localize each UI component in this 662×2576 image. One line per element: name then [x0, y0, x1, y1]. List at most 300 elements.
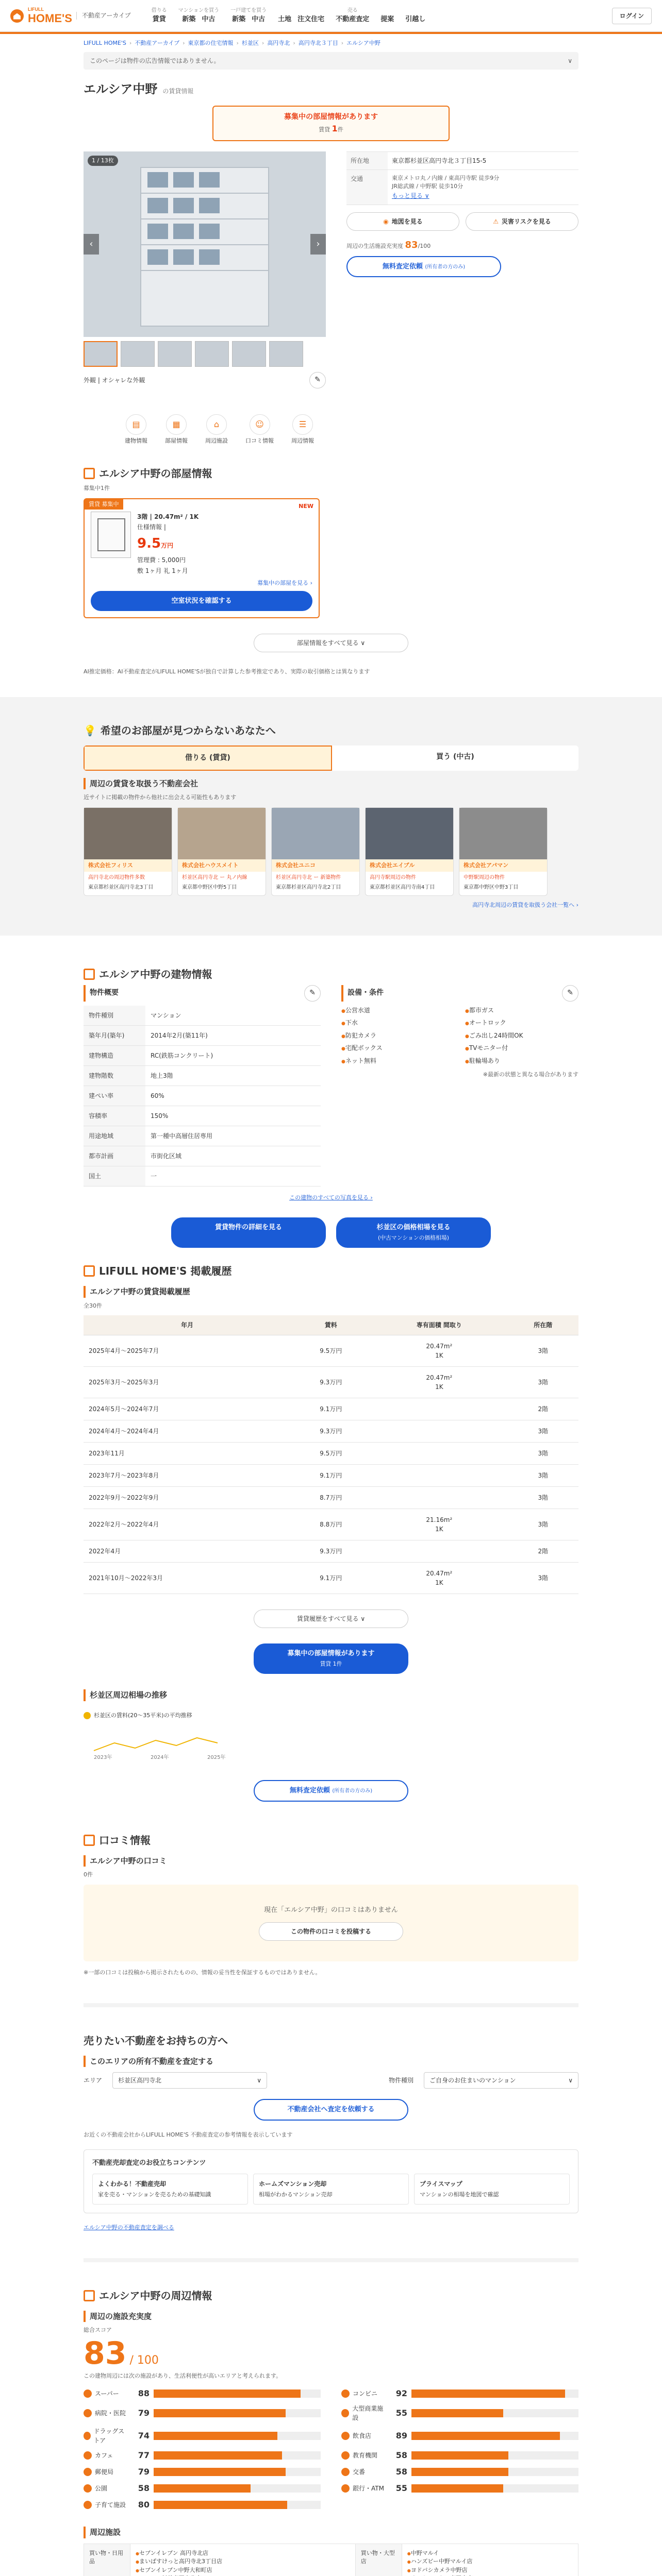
history-cell: 2024年4月〜2024年4月 — [84, 1420, 291, 1443]
score-name: 教育機関 — [353, 2452, 378, 2460]
score-bar-row — [341, 2404, 578, 2422]
agents-more-link[interactable]: 高円寺北周辺の賃貸を取扱う会社一覧へ › — [472, 902, 578, 909]
logo-big-text: HOME'S — [28, 11, 72, 25]
score-bar-row — [341, 2449, 578, 2462]
score-bar-row — [84, 2449, 321, 2462]
warning-icon: ⚠ — [493, 217, 499, 225]
score-value: 80 — [138, 2500, 150, 2510]
nav-link[interactable]: 提案 — [380, 15, 394, 24]
rent-available-button[interactable]: 募集中の部屋情報があります 賃貸 1件 — [254, 1643, 408, 1674]
history-count: 全30件 — [84, 1302, 102, 1309]
traffic-more-link[interactable]: もっと見る ∨ — [392, 192, 429, 199]
room-layout: 3階 | 20.47m² / 1K — [137, 513, 199, 520]
legend-label: 杉並区の賃料(20〜35平米)の平均推移 — [94, 1711, 192, 1719]
history-cell: 9.3万円 — [291, 1420, 371, 1443]
history-cell: 9.5万円 — [291, 1335, 371, 1367]
tab-buy[interactable]: 買う (中古) — [436, 752, 474, 761]
breadcrumb-item[interactable]: 杉並区 — [241, 40, 259, 46]
agents-subtitle: 周辺の賃貸を取扱う不動産会社 — [84, 778, 578, 790]
sell-content-card[interactable] — [253, 2174, 409, 2205]
nav-group — [152, 7, 167, 25]
icon-nav-label: 周辺情報 — [291, 437, 314, 444]
facility-item: ● ごみ出し24時間OK — [465, 1031, 578, 1041]
thumbnail[interactable] — [195, 341, 229, 367]
breadcrumb-item[interactable]: 高円寺北３丁目 — [298, 40, 338, 46]
score-bar-row — [84, 2482, 321, 2495]
history-row — [84, 1443, 578, 1465]
outline-key: 建物階数 — [84, 1065, 145, 1086]
nav-group-caption: マンションを買う — [178, 8, 220, 14]
outline-key: 物件種別 — [84, 1006, 145, 1026]
score-fill — [154, 2409, 286, 2417]
room-price: 9.5万円 — [137, 536, 174, 552]
facility-score-line: 周辺の生活施設充実度 83/100 — [346, 239, 431, 250]
score-value: 92 — [395, 2388, 407, 2399]
history-row — [84, 1465, 578, 1487]
history-cell: 20.47m² 1K — [371, 1563, 507, 1594]
outline-key: 都市計画 — [84, 1146, 145, 1166]
tab-rent[interactable]: 借りる (賃貸) — [84, 745, 332, 771]
agent-card[interactable] — [84, 807, 172, 896]
breadcrumb-item[interactable]: LIFULL HOME'S — [84, 40, 126, 46]
outline-key: 容積率 — [84, 1106, 145, 1126]
score-value: 79 — [138, 2408, 150, 2418]
score-value: 79 — [138, 2467, 150, 2477]
outline-row — [84, 1006, 321, 1026]
score-value: 58 — [395, 2467, 407, 2477]
score-bar-row — [84, 2466, 321, 2478]
building-detail-link[interactable]: この建物のすべての写真を見る › — [289, 1194, 373, 1201]
free-assess-button[interactable]: 無料査定依頼 (所有者の方のみ) — [346, 256, 501, 278]
map-pin-icon: ◉ — [383, 217, 389, 225]
photo-count-badge: 1 / 13枚 — [88, 156, 118, 166]
agent-pr: 中野駅周辺の物件 — [464, 875, 505, 881]
history-cell: 3階 — [508, 1465, 578, 1487]
card-title: よくわかる！不動産売却 — [98, 2180, 167, 2188]
traffic-value: 東京メトロ丸ノ内線 / 東高円寺駅 徒歩9分 JR総武線 / 中野駅 徒歩10分 もっと見る ∨ — [388, 170, 578, 205]
facility-item: ● ネット無料 — [341, 1056, 455, 1066]
rooms-count: 募集中1件 — [84, 485, 110, 492]
review-subtitle: エルシア中野の口コミ — [84, 1855, 578, 1867]
history-cell — [371, 1443, 507, 1465]
card-desc: 家を売る・マンションを売るための基礎知識 — [98, 2191, 211, 2198]
thumbnail[interactable] — [232, 341, 266, 367]
find-title: 💡 希望のお部屋が見つからないあなたへ — [84, 723, 578, 738]
review-empty-box — [84, 1885, 578, 1962]
agents-desc: 近サイトに掲載の物件から他社に出会える可能性もあります — [84, 794, 237, 801]
room-status-tag: 賃貸 募集中 — [85, 499, 123, 510]
agent-nm: 株式会社エイブル — [366, 859, 453, 872]
card-desc: 相場がわかるマンション売却 — [259, 2191, 333, 2198]
history-cell: 9.3万円 — [291, 1367, 371, 1398]
score-label: 総合スコア — [84, 2327, 112, 2334]
history-cell: 8.7万円 — [291, 1487, 371, 1509]
facility-name: ● ヨドバシカメラ中野店 — [407, 2566, 573, 2575]
post-review-button[interactable]: この物件の口コミを投稿する — [259, 1922, 403, 1941]
agent-ad: 東京都杉並区高円寺北2丁目 — [276, 885, 341, 891]
history-cell: 2022年4月 — [84, 1540, 291, 1563]
nearby-facilities-table — [84, 2544, 578, 2576]
chevron-down-icon: ∨ — [568, 2077, 573, 2084]
chart-x-label: 2025年 — [207, 1755, 226, 1761]
building-info-title: エルシア中野の建物情報 — [84, 967, 578, 982]
history-cell: 9.3万円 — [291, 1540, 371, 1563]
icon-nav-label: 口コミ情報 — [245, 437, 274, 444]
prev-arrow-icon[interactable]: ‹ — [84, 234, 99, 255]
facility-type-icon — [84, 2468, 92, 2476]
icon-nav-item[interactable] — [125, 414, 147, 446]
nav-group — [380, 14, 394, 25]
location-value: 東京都杉並区高円寺北３丁目15-5 — [388, 151, 578, 170]
history-cell — [371, 1465, 507, 1487]
score-track — [154, 2501, 321, 2509]
photo-thumbnails — [84, 341, 326, 367]
score-bar-row — [84, 2404, 321, 2422]
sell-box-title: 不動産売却査定のお役立ちコンテンツ — [92, 2159, 206, 2167]
nav-link[interactable]: 不動産査定 — [336, 15, 370, 24]
review-note: ※一部の口コミは投稿から掲示されたものの、情報の妥当性を保証するものではありません。 — [84, 1969, 321, 1976]
breadcrumb-item[interactable]: 不動産アーカイブ — [135, 40, 180, 46]
sell-subtitle: このエリアの所有不動産を査定する — [84, 2056, 578, 2067]
outline-key: 用途地域 — [84, 1126, 145, 1146]
traffic-label: 交通 — [346, 170, 388, 205]
history-column-header: 所在階 — [508, 1315, 578, 1335]
agent-nm: 株式会社フィリス — [84, 859, 172, 872]
agent-photo — [272, 808, 359, 859]
facility-type-icon — [84, 2409, 92, 2417]
thumbnail[interactable] — [158, 341, 192, 367]
history-cell: 3階 — [508, 1563, 578, 1594]
history-column-header: 専有面積 間取り — [371, 1315, 507, 1335]
history-subtitle: エルシア中野の賃貸掲載履歴 — [84, 1286, 578, 1298]
history-cell: 21.16m² 1K — [371, 1509, 507, 1540]
agent-nm: 株式会社アパマン — [459, 859, 547, 872]
location-label: 所在地 — [346, 151, 388, 170]
sell-content-card[interactable] — [414, 2174, 570, 2205]
type-label: 物件種別 — [388, 2077, 413, 2084]
card-desc: マンションの相場を地図で確認 — [420, 2191, 499, 2198]
check-vacancy-button[interactable]: 空室状況を確認する — [91, 591, 312, 612]
score-track — [411, 2451, 578, 2460]
breadcrumb-item[interactable]: 東京都の住宅情報 — [188, 40, 234, 46]
assess-link[interactable]: エルシア中野の不動産査定を調べる — [84, 2224, 174, 2231]
history-cell: 2022年9月〜2022年9月 — [84, 1487, 291, 1509]
page-title: エルシア中野 — [84, 81, 158, 96]
history-cell: 3階 — [508, 1335, 578, 1367]
history-cell: 2023年7月〜2023年8月 — [84, 1465, 291, 1487]
thumbnail[interactable] — [269, 341, 303, 367]
chevron-down-icon: ∨ — [257, 2077, 262, 2084]
logo-icon — [10, 9, 24, 23]
outline-value: 地上3階 — [145, 1065, 321, 1086]
score-name: カフェ — [95, 2452, 113, 2460]
score-fill — [411, 2409, 503, 2417]
room-fee: 管理費 : 5,000円 — [137, 556, 186, 564]
legend-swatch — [84, 1712, 91, 1719]
score-fill — [411, 2451, 508, 2460]
score-value: 77 — [138, 2450, 150, 2461]
area-select[interactable]: 杉並区高円寺北 ∨ — [112, 2072, 267, 2089]
score-fill — [411, 2389, 565, 2398]
divider — [84, 2258, 578, 2262]
score-name: ドラッグストア — [93, 2428, 125, 2445]
sell-content-card[interactable] — [92, 2174, 248, 2205]
facility-type-icon — [84, 2389, 92, 2398]
nav-link[interactable]: 土地 — [278, 15, 292, 24]
agent-card[interactable] — [177, 807, 266, 896]
facility-type-icon — [341, 2389, 350, 2398]
type-select[interactable]: ご自身のお住まいのマンション ∨ — [424, 2072, 578, 2089]
icon-nav-label: 建物情報 — [125, 437, 147, 444]
total-score: 83 / 100 — [84, 2335, 159, 2371]
agent-ad: 東京都杉並区高円寺南4丁目 — [370, 885, 435, 891]
section-icon: ▦ — [166, 414, 187, 435]
breadcrumb — [84, 34, 578, 52]
room-card[interactable] — [84, 498, 320, 619]
history-cell: 20.47m² 1K — [371, 1367, 507, 1398]
icon-nav-item[interactable] — [291, 414, 314, 446]
score-name: 子育て施設 — [95, 2501, 126, 2509]
agent-card[interactable] — [365, 807, 454, 896]
score-bar-row — [84, 2499, 321, 2511]
sell-note: お近くの不動産会社からLIFULL HOME'S 不動産査定の参考情報を表示しています — [84, 2131, 293, 2138]
find-room-section — [0, 697, 662, 936]
history-cell: 2024年5月〜2024年7月 — [84, 1398, 291, 1420]
score-track — [154, 2409, 321, 2417]
history-cell: 2022年2月〜2022年4月 — [84, 1509, 291, 1540]
notice-bar — [84, 52, 578, 70]
score-name: 郵便局 — [95, 2468, 114, 2476]
history-cell: 3階 — [508, 1487, 578, 1509]
history-cell — [371, 1540, 507, 1563]
score-bar-row — [84, 2387, 321, 2400]
market-price-button[interactable]: 杉並区の価格相場を見る (中古マンションの価格相場) — [336, 1217, 491, 1248]
history-cell: 2025年3月〜2025年3月 — [84, 1367, 291, 1398]
history-cell: 3階 — [508, 1443, 578, 1465]
history-cell: 3階 — [508, 1509, 578, 1540]
review-count: 0件 — [84, 1871, 93, 1878]
facility-item: ● 都市ガス — [465, 1006, 578, 1015]
thumbnail[interactable] — [121, 341, 155, 367]
history-row — [84, 1367, 578, 1398]
breadcrumb-separator: › — [129, 40, 132, 46]
icon-nav-label: 周辺施設 — [205, 437, 228, 444]
breadcrumb-separator: › — [341, 40, 344, 46]
outline-row — [84, 1025, 321, 1045]
agent-ad: 東京都中野区中野5丁目 — [182, 885, 237, 891]
main-photo[interactable] — [84, 151, 326, 337]
score-name: コンビニ — [353, 2390, 378, 2398]
facility-item: ● 防犯カメラ — [341, 1031, 455, 1041]
edit-icon[interactable]: ✎ — [309, 372, 326, 388]
disaster-risk-button[interactable]: ⚠ 災害リスクを見る — [466, 212, 578, 231]
agent-pr: 高円寺北の周辺物件多数 — [88, 875, 145, 881]
next-arrow-icon[interactable]: › — [310, 234, 326, 255]
score-name: 公園 — [95, 2485, 108, 2493]
icon-nav-item[interactable] — [165, 414, 188, 446]
score-fill — [411, 2432, 560, 2440]
score-name: スーパー — [95, 2390, 119, 2398]
facility-name: ● まいばすけっと高円寺北3丁目店 — [136, 2557, 350, 2566]
area-subtitle: 周辺の施設充実度 — [84, 2311, 578, 2323]
score-desc: この建物周辺には次の施設があり、生活利便性が高いエリアと考えられます。 — [84, 2372, 282, 2379]
outline-key: 築年月(築年) — [84, 1025, 145, 1045]
score-fill — [154, 2468, 286, 2476]
outline-value: マンション — [145, 1006, 321, 1026]
agent-ad: 東京都中野区中野3丁目 — [464, 885, 519, 891]
history-cell: 2階 — [508, 1398, 578, 1420]
outline-key: 建物構造 — [84, 1045, 145, 1065]
map-button[interactable]: ◉ 地図を見る — [346, 212, 459, 231]
score-value: 88 — [138, 2388, 150, 2399]
outline-value: 一 — [145, 1166, 321, 1186]
agent-card[interactable] — [271, 807, 360, 896]
score-track — [154, 2389, 321, 2398]
icon-nav-item[interactable] — [205, 414, 228, 446]
nav-link[interactable]: 賃貸 — [152, 15, 166, 24]
score-bar-row — [84, 2427, 321, 2445]
nav-group-caption: 一戸建てを買う — [230, 8, 267, 14]
agent-photo — [178, 808, 266, 859]
facility-row — [84, 2544, 578, 2576]
ai-price-note: AI推定価格：AI不動産査定がLIFULL HOME'Sが独自で計算した参考推定であり、実際の取引価格とは異なります — [84, 668, 370, 675]
outline-row — [84, 1146, 321, 1166]
nav-group — [405, 14, 425, 25]
history-title: LIFULL HOME'S 掲載履歴 — [84, 1263, 578, 1279]
nav-group — [278, 14, 324, 25]
nav-group — [230, 7, 267, 25]
facility-type-icon — [341, 2432, 350, 2440]
outline-value: 60% — [145, 1086, 321, 1106]
area-label: エリア — [84, 2077, 103, 2084]
history-cell: 2021年10月〜2022年3月 — [84, 1563, 291, 1594]
nav-link[interactable]: 中古 — [202, 15, 216, 24]
facility-type-icon — [84, 2451, 92, 2460]
nav-link[interactable]: 新築 — [182, 15, 196, 24]
rental-detail-button[interactable]: 賃貸物件の詳細を見る — [171, 1217, 326, 1248]
score-fill — [411, 2484, 503, 2493]
all-rooms-button[interactable]: 部屋情報をすべて見る ∨ — [254, 634, 408, 652]
outline-row — [84, 1166, 321, 1186]
all-history-button[interactable]: 賃貸履歴をすべて見る ∨ — [254, 1609, 408, 1628]
nav-link[interactable]: 引越し — [405, 15, 426, 24]
section-icon: ☺ — [250, 414, 270, 435]
facility-name: ● ハンズビー中野マルイ店 — [407, 2557, 573, 2566]
site-header — [0, 0, 662, 32]
free-assess-button-2[interactable]: 無料査定依頼 (所有者の方のみ) — [254, 1780, 408, 1802]
chart-x-label: 2024年 — [151, 1755, 169, 1761]
section-icon: ☰ — [292, 414, 313, 435]
history-cell: 2025年4月〜2025年7月 — [84, 1335, 291, 1367]
score-value: 89 — [395, 2431, 407, 2441]
outline-value: 2014年2月(築11年) — [145, 1025, 321, 1045]
score-track — [411, 2409, 578, 2417]
history-row — [84, 1420, 578, 1443]
agent-card[interactable] — [459, 807, 548, 896]
sell-title: 売りたい不動産をお持ちの方へ — [84, 2034, 228, 2047]
history-row — [84, 1398, 578, 1420]
score-fill — [154, 2501, 287, 2509]
agent-nm: 株式会社ハウスメイト — [178, 859, 266, 872]
outline-value: 市街化区域 — [145, 1146, 321, 1166]
nav-link[interactable]: 注文住宅 — [297, 15, 325, 24]
score-track — [154, 2432, 321, 2440]
trend-chart-svg — [84, 1720, 238, 1761]
history-row — [84, 1487, 578, 1509]
divider — [84, 2003, 578, 2007]
score-track — [154, 2484, 321, 2493]
score-value: 55 — [395, 2408, 407, 2418]
section-icon: ⌂ — [206, 414, 227, 435]
nav-group-caption: 借りる — [151, 8, 167, 14]
agent-ad: 東京都杉並区高円寺北3丁目 — [88, 885, 154, 891]
facility-type-icon — [84, 2501, 92, 2509]
header-subtitle: 不動産アーカイブ — [76, 12, 131, 20]
facility-item: ● 宅配ボックス — [341, 1043, 455, 1053]
review-title: 口コミ情報 — [84, 1833, 578, 1848]
history-cell — [371, 1487, 507, 1509]
breadcrumb-item: エルシア中野 — [346, 40, 380, 46]
outline-row — [84, 1065, 321, 1086]
review-empty-text: 現在「エルシア中野」の口コミはありません — [264, 1906, 398, 1914]
facility-item: ● 下水 — [341, 1018, 455, 1028]
floorplan-image — [91, 512, 131, 558]
trend-chart — [84, 1711, 578, 1765]
rent-available-box[interactable] — [212, 106, 450, 141]
score-fill — [411, 2468, 508, 2476]
score-name: 大型商業施設 — [352, 2405, 384, 2422]
icon-nav-item[interactable] — [245, 414, 274, 446]
agent-pr: 杉並区高円寺北 ー 新築物件 — [276, 875, 341, 881]
score-bar-row — [341, 2387, 578, 2400]
nav-link[interactable]: 中古 — [252, 15, 266, 24]
area-title: エルシア中野の周辺情報 — [84, 2288, 578, 2303]
nearby-facilities-title: 周辺施設 — [84, 2527, 578, 2538]
nav-link[interactable]: 新築 — [232, 15, 246, 24]
rent-box-sub: 賃貸 1件 — [319, 123, 343, 133]
thumbnail[interactable] — [84, 341, 118, 367]
history-cell — [371, 1398, 507, 1420]
outline-key: 国土 — [84, 1166, 145, 1186]
close-icon[interactable]: ∨ — [568, 57, 572, 64]
facility-type-icon — [341, 2451, 350, 2460]
page-title-type: の賃貸情報 — [162, 87, 194, 95]
breadcrumb-item[interactable]: 高円寺北 — [267, 40, 290, 46]
facility-name: ● セブンイレブン 高円寺北店 — [136, 2549, 350, 2558]
facility-item: ● TVモニター付 — [465, 1043, 578, 1053]
breadcrumb-separator: › — [236, 40, 239, 46]
score-fill — [154, 2432, 277, 2440]
room-more-link[interactable]: 募集中の部屋を見る › — [257, 580, 312, 587]
facility-type-icon — [341, 2484, 350, 2493]
history-cell: 2階 — [508, 1540, 578, 1563]
login-button[interactable]: ログイン — [612, 8, 652, 24]
room-deposit: 敷 1ヶ月 礼 1ヶ月 — [137, 567, 188, 574]
history-column-header: 賃料 — [291, 1315, 371, 1335]
lightbulb-icon: 💡 — [84, 724, 96, 737]
history-row — [84, 1540, 578, 1563]
facilities-list — [341, 1006, 578, 1066]
breadcrumb-separator: › — [293, 40, 295, 46]
history-row — [84, 1335, 578, 1367]
facility-name: ● 中野マルイ — [407, 2549, 573, 2558]
edit-icon[interactable]: ✎ — [304, 985, 321, 1002]
request-assess-button[interactable]: 不動産会社へ査定を依頼する — [254, 2099, 408, 2121]
site-logo[interactable] — [10, 7, 72, 24]
score-track — [411, 2432, 578, 2440]
edit-icon[interactable]: ✎ — [562, 985, 578, 1002]
facility-item: ● 駐輪場あり — [465, 1056, 578, 1066]
